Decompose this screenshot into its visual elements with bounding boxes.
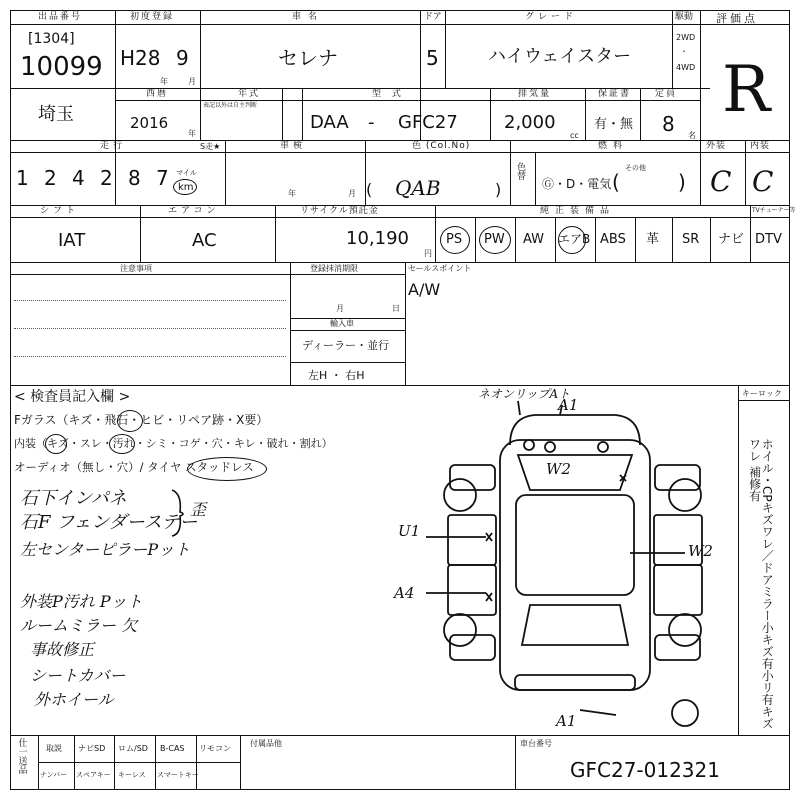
key-label: キーロック [742,389,782,398]
import-steering: 左H ・ 右H [308,369,365,382]
meter-label: S走★ [200,142,221,151]
grade: ハイウェイスター [488,46,632,67]
capacity: 8 [662,112,675,136]
col-line [490,88,491,140]
studless-circle [187,457,267,481]
aircon-label: エアコン [168,206,220,216]
diagram-w2-top: W2 [546,460,571,478]
drive-2wd: 2WD [676,33,696,42]
recall-value: 有・無 [594,117,634,132]
footer-item: ナンバー [40,771,68,779]
inspection-month-unit: 月 [348,189,356,198]
recycle-amount: 10,190 [346,228,409,249]
year-unit: 年 [160,77,168,86]
header-line [115,100,700,101]
footer-item: スペアキー [76,771,111,779]
col-line [635,217,636,262]
model-dash: - [368,112,375,133]
western-year-unit: 年 [188,129,196,138]
model-label: 型 式 [372,89,405,99]
col-line [672,10,673,88]
exterior-grade: C [710,165,732,198]
hand-note: 事故修正 [30,640,95,659]
col-line [475,217,476,262]
color-close-paren: ) [495,180,502,199]
col-line [750,205,751,262]
interior-grade: C [752,165,774,198]
model-year-label: 年式 [238,89,261,99]
tuner-label: TVチューナー等 [752,207,796,214]
diagram-a1-top: A1 [558,396,579,414]
footer-line [38,762,240,763]
hand-note: ルームミラー 欠 [20,616,138,635]
mileage-unit-km: km [178,182,194,193]
recycle-label: リサイクル預託金 [300,206,379,216]
footer-item: キーレス [118,771,146,779]
col-line [745,140,746,205]
col-line [535,152,536,205]
footer-left-label: 仕一送品 [16,738,27,774]
inspection-label: 車検 [280,141,307,151]
western-year-label: 西暦 [146,89,169,99]
sales-label: セールスポイント [408,264,472,273]
car-name-label: 車 名 [292,12,319,22]
row-line [10,385,790,386]
score-label: 評価点 [716,12,758,25]
footer-spare-label: 付属品他 [250,739,282,748]
row-line [10,205,790,206]
equip-aw: AW [523,232,545,247]
model-code: GFC27 [398,112,458,133]
col-line [710,217,711,262]
col-line [38,735,39,790]
row-line [10,262,790,263]
inspector-line-interior: 内装（キズ・スレ・汚れ・シミ・コゲ・穴・キレ・破れ・割れ） [14,437,333,450]
footer-item: ナビSD [78,744,106,753]
col-line [196,735,197,790]
hand-side-note: 歪 [190,500,207,519]
color-open-paren: ( [366,180,373,199]
col-line [510,140,511,205]
sub-line [290,362,405,363]
inspector-line-audio: オーディオ（無し・穴）/ タイヤ スタッドレス [14,460,254,474]
door-label: ドア [424,12,442,22]
col-line [700,10,701,140]
col-line [515,735,516,790]
col-line [114,735,115,790]
footer-item: スマートキー [157,771,199,779]
lot-number: 10099 [20,52,103,82]
diagram-w2-right: W2 [688,542,713,560]
hand-note: 外ホイール [34,690,114,709]
footer-item: リモコン [199,744,231,753]
fuel-paren-close: ) [678,170,686,194]
expiry-month-unit: 月 [336,304,344,313]
hand-note: 石下インパネ [20,488,127,509]
dotted-line [14,328,286,329]
drive-label: 駆動 [675,12,694,22]
equip-airbag: エアB [558,232,591,246]
dotted-line [14,356,286,357]
car-diagram [430,395,750,725]
prefecture: 埼玉 [38,104,74,125]
footer-item: B-CAS [160,744,185,753]
capacity-unit: 名 [688,131,696,140]
col-line [700,140,701,205]
inspector-line-glass: Fガラス（キズ・飛石・ヒビ・リペア跡・X要） [14,413,269,427]
mileage-digit: 7 [156,166,169,190]
car-name: セレナ [278,46,338,70]
month-unit: 月 [188,77,196,86]
first-reg-month: 9 [176,46,189,70]
equip-pw: PW [484,232,505,247]
recycle-unit: 円 [424,249,432,258]
col-line [672,217,673,262]
diagram-a1-bottom: A1 [556,712,577,730]
doors: 5 [426,46,439,70]
col-line [435,205,436,262]
model-prefix: DAA [310,112,349,133]
mileage-digit: 2 [100,166,113,190]
brace-mark [170,488,190,538]
mileage-digit: 1 [16,166,29,190]
drive-4wd: 4WD [676,63,696,72]
import-label: 輸入車 [330,319,354,328]
col-line [290,262,291,385]
header-line [10,217,790,218]
exterior-label: 外装 [706,141,727,151]
drive-dot: ・ [680,47,688,56]
aircon: AC [192,230,217,251]
sub-line [290,330,405,331]
row-line [10,735,790,736]
mileage-unit-mile: マイル [176,169,197,177]
col-line [155,735,156,790]
displacement: 2,000 [504,112,556,133]
equip-pw-circle [479,226,511,254]
equip-abs: ABS [600,232,626,247]
expiry-label: 登録抹消期限 [310,264,358,273]
hand-note: 石F フェンダーステー [20,512,198,533]
footer-item: 取説 [46,744,62,753]
score: R [722,53,771,127]
first-reg-era: H28 [120,46,161,70]
sales-point: A/W [408,280,441,299]
lot-prefix: [1304] [28,31,75,47]
first-reg-label: 初度登録 [130,12,175,22]
hand-note: 外装P汚れ Pット [20,592,143,611]
inspector-side-note: ホイル・CPキズワレ／ドアミラー小キズ有小リ有キズワレ 補修有 [747,438,775,730]
model-year-note: 表記以外は自主判断 [203,102,258,109]
displacement-label: 排気量 [518,89,552,99]
glass-chip-circle [117,410,143,432]
col-line [282,88,283,140]
western-year: 2016 [130,114,169,132]
capacity-label: 定員 [655,89,678,99]
equip-sr: SR [682,232,700,247]
shift: IAT [58,230,86,251]
col-line [445,10,446,88]
recall-label: 保証書 [598,89,632,99]
col-line [515,217,516,262]
hand-note: シートカバー [30,666,126,685]
col-line [640,88,641,140]
fuel-other-label: その他 [625,164,646,172]
mileage-digit: 4 [72,166,85,190]
footer-item: ロム/SD [118,744,148,753]
color-label: 色 (Col.No) [412,141,471,151]
interior-stain-circle [109,434,135,454]
lot-label: 出品番号 [38,12,83,22]
diagram-a4-left: A4 [394,584,415,602]
col-line [140,205,141,262]
col-line [240,735,241,790]
mileage-digit: 2 [44,166,57,190]
mileage-digit: 8 [128,166,141,190]
col-line [200,10,201,140]
row-line [10,140,790,141]
equip-ps-circle [440,226,470,254]
expiry-day-unit: 日 [392,304,400,313]
notes-label: 注意事項 [120,264,152,273]
equipment-label: 純正装備品 [540,206,616,216]
color-code: QAB [395,176,441,200]
col-line [74,735,75,790]
mileage-label: 走行 [100,141,127,151]
col-line [275,205,276,262]
header-line [10,24,790,25]
equip-ps: PS [446,232,463,247]
equip-navi: ナビ [718,232,745,247]
displacement-unit: cc [570,131,579,140]
inspector-label: < 検査員記入欄 > [14,389,131,405]
inspection-year-unit: 年 [288,189,296,198]
col-line [585,88,586,140]
chassis-label: 車台番号 [520,739,552,748]
col-line [225,140,226,205]
interior-scratch-circle [45,434,67,454]
col-line [555,217,556,262]
equip-dtv: DTV [755,232,782,247]
fuel-label: 燃料 [598,141,629,151]
col-line [302,88,303,140]
equip-airbag-circle [558,226,586,254]
fuel-value: Ⓖ・D・電気 [542,177,612,191]
color-change-label: 色替 [515,162,525,180]
diagram-top-note: ネオンリップAト [478,387,571,401]
interior-label: 内装 [750,141,771,151]
fuel-paren-open: ( [612,170,620,194]
mileage-digits [12,168,172,194]
km-circle [173,179,197,195]
equip-leather: 革 [646,232,660,247]
col-line [405,262,406,385]
shift-label: シフト [40,206,80,216]
chassis-number: GFC27-012321 [570,758,720,782]
header-line [10,152,790,153]
hand-note: 左センターピラーPット [20,540,191,559]
diagram-u1-left: U1 [398,522,421,540]
import-dealer: ディーラー・並行 [302,339,390,352]
header-line [10,274,405,275]
dotted-line [14,300,286,301]
col-line [595,217,596,262]
grade-label: グレード [525,12,578,22]
